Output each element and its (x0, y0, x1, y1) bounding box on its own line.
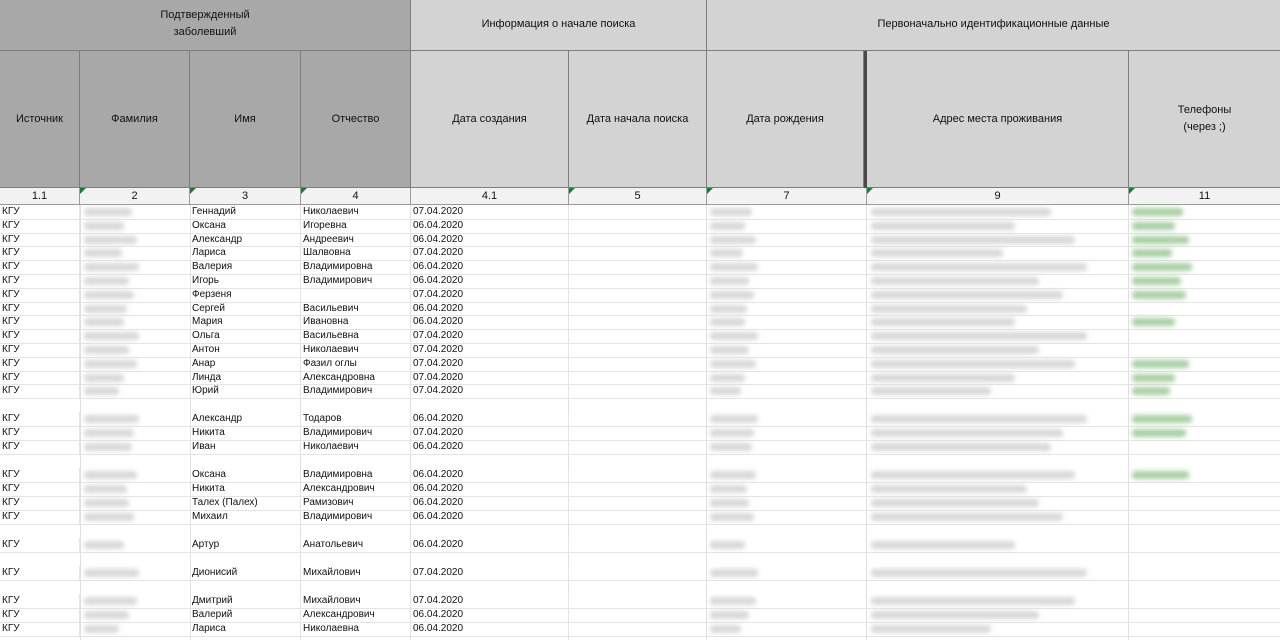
cell-created[interactable]: 06.04.2020 (411, 482, 569, 496)
cell-created[interactable]: 06.04.2020 (411, 510, 569, 524)
redacted-address (871, 429, 1063, 437)
corner-marker-icon (80, 188, 86, 194)
redacted-birth-date (710, 277, 749, 285)
table-row[interactable] (0, 412, 1280, 427)
cell-created[interactable]: 06.04.2020 (411, 219, 569, 233)
column-header-address-label: Адрес места проживания (932, 112, 1063, 125)
cell-source[interactable]: КГУ (0, 315, 80, 329)
cell-patronymic[interactable]: Фазил оглы (301, 357, 411, 371)
cell-source[interactable]: КГУ (0, 246, 80, 260)
cell-first-name[interactable]: Линда (190, 371, 301, 385)
redacted-last-name (84, 443, 132, 451)
redacted-birth-date (710, 541, 745, 549)
group-header-confirmed-line1: Подтвержденный (160, 9, 250, 21)
cell-created[interactable]: 06.04.2020 (411, 468, 569, 482)
cell-source[interactable]: КГУ (0, 260, 80, 274)
redacted-phone (1132, 374, 1175, 382)
cell-source[interactable]: КГУ (0, 357, 80, 371)
redacted-address (871, 236, 1075, 244)
redacted-last-name (84, 249, 122, 257)
redacted-address (871, 346, 1039, 354)
table-row[interactable] (0, 260, 1280, 275)
cell-patronymic[interactable]: Анатольевич (301, 538, 411, 552)
redacted-phone (1132, 222, 1175, 230)
cell-first-name[interactable]: Михаил (190, 510, 301, 524)
cell-created[interactable]: 07.04.2020 (411, 426, 569, 440)
redacted-birth-date (710, 318, 745, 326)
cell-source[interactable]: КГУ (0, 371, 80, 385)
cell-created[interactable]: 07.04.2020 (411, 329, 569, 343)
redacted-phone (1132, 208, 1183, 216)
redacted-last-name (84, 485, 127, 493)
redacted-birth-date (710, 249, 743, 257)
cell-created[interactable]: 07.04.2020 (411, 246, 569, 260)
cell-patronymic[interactable]: Михайлович (301, 594, 411, 608)
column-number-cell[interactable] (569, 188, 707, 204)
cell-patronymic[interactable]: Михайлович (301, 566, 411, 580)
cell-patronymic[interactable]: Владимирович (301, 426, 411, 440)
redacted-birth-date (710, 429, 754, 437)
cell-first-name[interactable]: Ферзеня (190, 288, 301, 302)
table-row[interactable] (0, 371, 1280, 386)
redacted-address (871, 485, 1027, 493)
cell-first-name[interactable]: Сергей (190, 302, 301, 316)
table-row[interactable] (0, 496, 1280, 511)
redacted-address (871, 208, 1051, 216)
cell-first-name[interactable]: Оксана (190, 219, 301, 233)
column-header-source-label: Источник (16, 112, 63, 125)
redacted-birth-date (710, 208, 752, 216)
cell-patronymic[interactable]: Николаевич (301, 205, 411, 219)
table-row[interactable] (0, 566, 1280, 581)
cell-patronymic[interactable]: Владимирович (301, 510, 411, 524)
redacted-phone (1132, 236, 1189, 244)
redacted-phone (1132, 263, 1192, 271)
column-header-search-start-label: Дата начала поиска (586, 112, 689, 125)
cell-created[interactable]: 06.04.2020 (411, 302, 569, 316)
redacted-address (871, 611, 1039, 619)
column-number-value: 7 (783, 190, 790, 202)
cell-patronymic[interactable]: Ивановна (301, 315, 411, 329)
cell-first-name[interactable]: Анар (190, 357, 301, 371)
redacted-address (871, 374, 1015, 382)
column-header-birth-date-label: Дата рождения (746, 112, 824, 125)
redacted-phone (1132, 291, 1186, 299)
redacted-birth-date (710, 485, 747, 493)
table-row[interactable] (0, 440, 1280, 455)
table-row[interactable] (0, 538, 1280, 553)
column-header-birth-date[interactable] (707, 51, 864, 188)
group-header-initial-id-label: Первоначально идентификационные данные (877, 17, 1110, 30)
column-header-phones[interactable] (1129, 51, 1280, 188)
redacted-address (871, 360, 1075, 368)
column-number-value: 4 (352, 190, 359, 202)
cell-source[interactable]: КГУ (0, 233, 80, 247)
redacted-birth-date (710, 625, 741, 633)
redacted-last-name (84, 263, 139, 271)
redacted-birth-date (710, 611, 749, 619)
column-number-value: 2 (131, 190, 138, 202)
cell-source[interactable]: КГУ (0, 412, 80, 426)
redacted-last-name (84, 222, 124, 230)
table-row[interactable] (0, 219, 1280, 234)
cell-first-name[interactable]: Лариса (190, 246, 301, 260)
group-header-search-info[interactable] (411, 0, 707, 51)
cell-source[interactable]: КГУ (0, 426, 80, 440)
cell-first-name[interactable]: Дмитрий (190, 594, 301, 608)
redacted-last-name (84, 208, 132, 216)
cell-source[interactable]: КГУ (0, 288, 80, 302)
corner-marker-icon (867, 188, 873, 194)
redacted-last-name (84, 415, 139, 423)
redacted-last-name (84, 291, 134, 299)
cell-patronymic[interactable]: Владимирович (301, 384, 411, 398)
cell-created[interactable]: 06.04.2020 (411, 622, 569, 636)
column-header-source[interactable] (0, 51, 80, 188)
redacted-phone (1132, 249, 1172, 257)
redacted-last-name (84, 499, 129, 507)
cell-first-name[interactable]: Юрий (190, 384, 301, 398)
redacted-last-name (84, 374, 124, 382)
cell-created[interactable]: 06.04.2020 (411, 274, 569, 288)
redacted-birth-date (710, 222, 745, 230)
redacted-last-name (84, 346, 129, 354)
redacted-birth-date (710, 499, 749, 507)
cell-source[interactable]: КГУ (0, 538, 80, 552)
table-row[interactable] (0, 482, 1280, 497)
redacted-last-name (84, 387, 119, 395)
cell-created[interactable]: 06.04.2020 (411, 315, 569, 329)
redacted-address (871, 249, 1003, 257)
redacted-birth-date (710, 360, 756, 368)
table-row[interactable] (0, 329, 1280, 344)
table-row[interactable] (0, 468, 1280, 483)
redacted-address (871, 443, 1051, 451)
redacted-last-name (84, 611, 129, 619)
cell-created[interactable]: 07.04.2020 (411, 205, 569, 219)
redacted-birth-date (710, 236, 756, 244)
redacted-address (871, 541, 1015, 549)
cell-patronymic[interactable]: Васильевич (301, 302, 411, 316)
cell-first-name[interactable]: Оксана (190, 468, 301, 482)
redacted-address (871, 318, 1015, 326)
cell-first-name[interactable]: Мария (190, 315, 301, 329)
column-number-cell[interactable] (0, 188, 80, 204)
cell-source[interactable]: КГУ (0, 343, 80, 357)
cell-source[interactable]: КГУ (0, 219, 80, 233)
column-number-value: 4.1 (481, 190, 498, 202)
column-number-cell[interactable] (707, 188, 867, 204)
cell-source[interactable]: КГУ (0, 608, 80, 622)
cell-patronymic[interactable]: Александрович (301, 608, 411, 622)
cell-source[interactable]: КГУ (0, 274, 80, 288)
group-header-initial-id[interactable] (707, 0, 1280, 51)
cell-first-name[interactable]: Никита (190, 482, 301, 496)
column-header-address[interactable] (867, 51, 1129, 188)
freeze-pane-divider[interactable] (864, 51, 867, 205)
redacted-address (871, 499, 1039, 507)
cell-created[interactable]: 07.04.2020 (411, 566, 569, 580)
redacted-last-name (84, 569, 139, 577)
cell-source[interactable]: КГУ (0, 205, 80, 219)
cell-created[interactable]: 07.04.2020 (411, 594, 569, 608)
cell-patronymic[interactable]: Васильевна (301, 329, 411, 343)
table-row[interactable] (0, 608, 1280, 623)
table-row[interactable] (0, 622, 1280, 637)
column-header-created-label: Дата создания (452, 112, 527, 125)
cell-first-name[interactable]: Валерия (190, 260, 301, 274)
redacted-birth-date (710, 597, 756, 605)
cell-created[interactable]: 06.04.2020 (411, 233, 569, 247)
column-header-patronymic[interactable] (301, 51, 411, 188)
table-row[interactable] (0, 246, 1280, 261)
column-number-value: 3 (241, 190, 249, 202)
cell-first-name[interactable]: Геннадий (190, 205, 301, 219)
redacted-address (871, 277, 1039, 285)
column-header-patronymic-label: Отчество (331, 112, 380, 125)
redacted-address (871, 513, 1063, 521)
column-number-cell[interactable] (1129, 188, 1280, 204)
cell-first-name[interactable]: Валерий (190, 608, 301, 622)
cell-created[interactable]: 06.04.2020 (411, 440, 569, 454)
redacted-last-name (84, 236, 137, 244)
cell-patronymic[interactable]: Шалвовна (301, 246, 411, 260)
cell-patronymic[interactable] (301, 288, 411, 302)
redacted-birth-date (710, 569, 758, 577)
group-header-search-info-label: Информация о начале поиска (481, 17, 636, 30)
redacted-birth-date (710, 263, 758, 271)
cell-source[interactable]: КГУ (0, 622, 80, 636)
redacted-birth-date (710, 513, 754, 521)
column-number-value: 11 (1198, 190, 1211, 202)
cell-first-name[interactable]: Иван (190, 440, 301, 454)
cell-source[interactable]: КГУ (0, 510, 80, 524)
redacted-last-name (84, 318, 124, 326)
table-row[interactable] (0, 205, 1280, 220)
cell-created[interactable]: 06.04.2020 (411, 608, 569, 622)
redacted-last-name (84, 541, 124, 549)
cell-first-name[interactable]: Александр (190, 233, 301, 247)
redacted-address (871, 415, 1087, 423)
redacted-last-name (84, 305, 127, 313)
group-header-confirmed[interactable] (0, 0, 411, 51)
redacted-last-name (84, 513, 134, 521)
cell-patronymic[interactable]: Александровна (301, 371, 411, 385)
column-header-first-name[interactable] (190, 51, 301, 188)
redacted-phone (1132, 277, 1181, 285)
table-row[interactable] (0, 357, 1280, 372)
redacted-address (871, 263, 1087, 271)
column-header-first-name-label: Имя (234, 112, 256, 125)
redacted-phone (1132, 318, 1175, 326)
redacted-address (871, 332, 1087, 340)
redacted-birth-date (710, 305, 747, 313)
column-number-cell[interactable] (80, 188, 190, 204)
redacted-phone (1132, 471, 1189, 479)
redacted-last-name (84, 332, 139, 340)
cell-source[interactable]: КГУ (0, 384, 80, 398)
cell-first-name[interactable]: Артур (190, 538, 301, 552)
table-row[interactable] (0, 343, 1280, 358)
redacted-phone (1132, 429, 1186, 437)
redacted-phone (1132, 415, 1192, 423)
column-number-cell[interactable] (867, 188, 1129, 204)
column-header-search-start[interactable] (569, 51, 707, 188)
redacted-birth-date (710, 471, 756, 479)
redacted-address (871, 387, 991, 395)
redacted-last-name (84, 625, 119, 633)
corner-marker-icon (1129, 188, 1135, 194)
table-row[interactable] (0, 426, 1280, 441)
cell-first-name[interactable]: Ольга (190, 329, 301, 343)
cell-created[interactable]: 07.04.2020 (411, 343, 569, 357)
table-row[interactable] (0, 510, 1280, 525)
redacted-address (871, 597, 1075, 605)
cell-source[interactable]: КГУ (0, 496, 80, 510)
cell-patronymic[interactable]: Николаевич (301, 440, 411, 454)
redacted-birth-date (710, 443, 752, 451)
corner-marker-icon (301, 188, 307, 194)
cell-created[interactable]: 07.04.2020 (411, 288, 569, 302)
cell-first-name[interactable]: Лариса (190, 622, 301, 636)
redacted-birth-date (710, 346, 749, 354)
column-number-value: 1.1 (31, 190, 48, 202)
cell-source[interactable]: КГУ (0, 482, 80, 496)
column-header-phones-line2: (через ;) (1183, 121, 1226, 133)
redacted-birth-date (710, 291, 754, 299)
cell-first-name[interactable]: Дионисий (190, 566, 301, 580)
cell-patronymic[interactable]: Рамизович (301, 496, 411, 510)
redacted-address (871, 471, 1075, 479)
cell-patronymic[interactable]: Игоревна (301, 219, 411, 233)
column-number-cell[interactable] (190, 188, 301, 204)
cell-patronymic[interactable]: Александрович (301, 482, 411, 496)
cell-source[interactable]: КГУ (0, 302, 80, 316)
column-number-row (0, 188, 1280, 205)
cell-source[interactable]: КГУ (0, 329, 80, 343)
table-row[interactable] (0, 302, 1280, 317)
cell-patronymic[interactable]: Николаевна (301, 622, 411, 636)
cell-created[interactable]: 06.04.2020 (411, 260, 569, 274)
corner-marker-icon (190, 188, 196, 194)
redacted-address (871, 222, 1015, 230)
column-number-value: 5 (634, 190, 641, 202)
corner-marker-icon (707, 188, 713, 194)
table-row[interactable] (0, 384, 1280, 399)
cell-created[interactable]: 06.04.2020 (411, 412, 569, 426)
cell-patronymic[interactable]: Владимировна (301, 260, 411, 274)
redacted-phone (1132, 387, 1170, 395)
cell-patronymic[interactable]: Тодаров (301, 412, 411, 426)
column-header-last-name[interactable] (80, 51, 190, 188)
redacted-birth-date (710, 387, 741, 395)
table-row[interactable] (0, 594, 1280, 609)
column-number-cell[interactable] (411, 188, 569, 204)
redacted-address (871, 625, 991, 633)
cell-created[interactable]: 07.04.2020 (411, 384, 569, 398)
redacted-address (871, 569, 1087, 577)
cell-created[interactable]: 07.04.2020 (411, 357, 569, 371)
redacted-last-name (84, 597, 137, 605)
column-number-value: 9 (994, 190, 1001, 202)
cell-first-name[interactable]: Александр (190, 412, 301, 426)
column-header-last-name-label: Фамилия (111, 112, 158, 125)
cell-patronymic[interactable]: Владимировна (301, 468, 411, 482)
redacted-birth-date (710, 332, 758, 340)
table-row[interactable] (0, 288, 1280, 303)
cell-patronymic[interactable]: Андреевич (301, 233, 411, 247)
cell-first-name[interactable]: Талех (Палех) (190, 496, 301, 510)
cell-created[interactable]: 06.04.2020 (411, 538, 569, 552)
cell-first-name[interactable]: Антон (190, 343, 301, 357)
cell-created[interactable]: 07.04.2020 (411, 371, 569, 385)
cell-created[interactable]: 06.04.2020 (411, 496, 569, 510)
redacted-address (871, 305, 1027, 313)
cell-source[interactable]: КГУ (0, 566, 80, 580)
group-header-confirmed-line2: заболевший (173, 26, 237, 38)
cell-source[interactable]: КГУ (0, 440, 80, 454)
redacted-last-name (84, 471, 137, 479)
cell-patronymic[interactable]: Владимирович (301, 274, 411, 288)
redacted-birth-date (710, 415, 758, 423)
cell-first-name[interactable]: Игорь (190, 274, 301, 288)
table-row[interactable] (0, 233, 1280, 248)
cell-source[interactable]: КГУ (0, 468, 80, 482)
table-row[interactable] (0, 274, 1280, 289)
corner-marker-icon (569, 188, 575, 194)
data-rows (0, 205, 1280, 640)
cell-source[interactable]: КГУ (0, 594, 80, 608)
redacted-address (871, 291, 1063, 299)
redacted-birth-date (710, 374, 745, 382)
column-number-cell[interactable] (301, 188, 411, 204)
cell-patronymic[interactable]: Николаевич (301, 343, 411, 357)
redacted-last-name (84, 277, 129, 285)
redacted-phone (1132, 360, 1189, 368)
column-header-phones-line1: Телефоны (1177, 104, 1232, 116)
table-row[interactable] (0, 315, 1280, 330)
cell-first-name[interactable]: Никита (190, 426, 301, 440)
column-header-created[interactable] (411, 51, 569, 188)
redacted-last-name (84, 429, 134, 437)
redacted-last-name (84, 360, 137, 368)
